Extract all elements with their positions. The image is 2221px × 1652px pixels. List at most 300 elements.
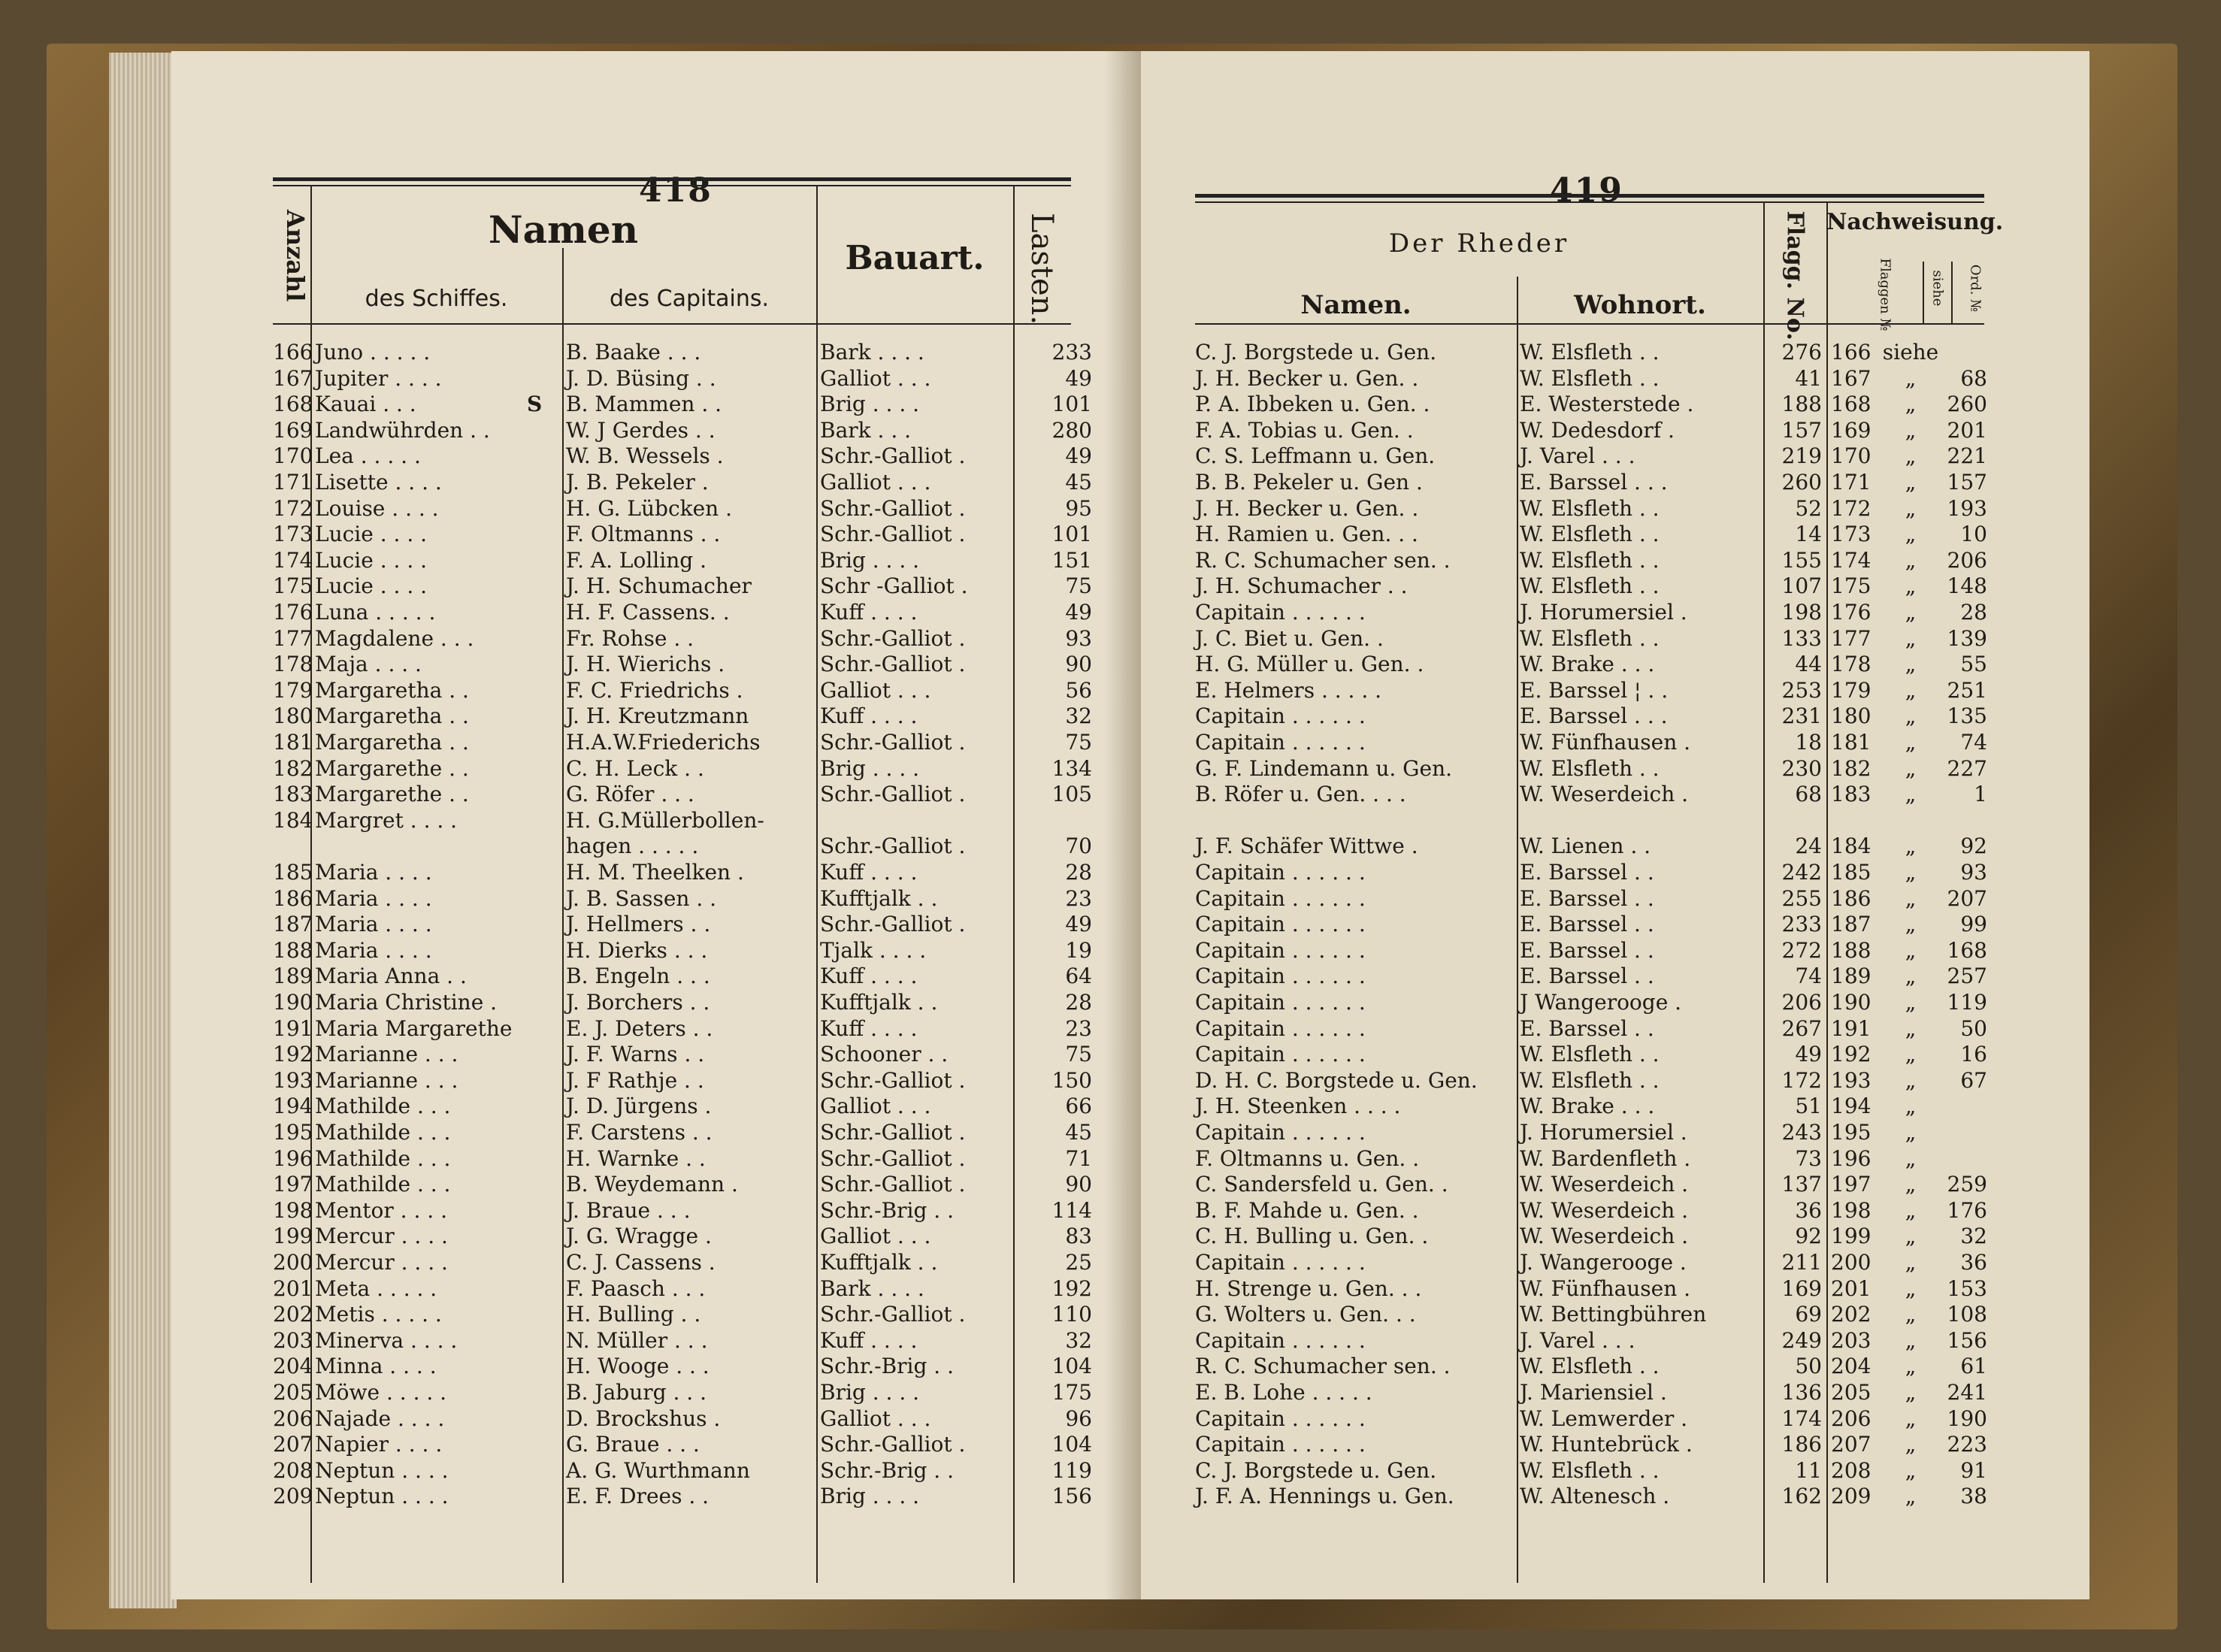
table-row [273, 1172, 1100, 1197]
index-number: 186 [1831, 885, 1872, 911]
table-row [273, 1458, 1100, 1484]
index-number: 191 [1831, 1015, 1872, 1041]
owner-name: Capitain . . . . . . [1195, 1250, 1366, 1275]
ord-number: 28 [1960, 600, 1987, 625]
siehe-mark: „ [1905, 1042, 1917, 1067]
index-number: 184 [1831, 834, 1872, 859]
owner-name: J. F. Schäfer Wittwe . [1195, 834, 1418, 859]
table-row [273, 1354, 1100, 1379]
flag-number: 219 [1781, 443, 1822, 469]
siehe-mark: „ [1905, 417, 1917, 443]
index-number: 166 [1831, 340, 1872, 365]
owner-name: B. F. Mahde u. Gen. . [1195, 1197, 1419, 1223]
flag-number: 73 [1795, 1145, 1822, 1171]
owner-residence: W. Elsfleth . . [1520, 755, 1660, 781]
index-number: 176 [1831, 600, 1872, 625]
ship-name: Neptun . . . . [315, 1484, 449, 1509]
row-number: 200 [273, 1250, 313, 1275]
flag-number: 211 [1781, 1250, 1822, 1275]
row-number: 183 [273, 782, 313, 807]
flag-number: 136 [1781, 1380, 1822, 1405]
siehe-mark: „ [1905, 1354, 1917, 1379]
owner-name: E. B. Lohe . . . . . [1195, 1380, 1372, 1405]
owner-residence: W. Weserdeich . [1520, 1172, 1689, 1197]
siehe-mark: „ [1905, 782, 1917, 807]
ord-number: 260 [1947, 392, 1987, 417]
lasten-value: 75 [1065, 1042, 1092, 1067]
siehe-mark: „ [1905, 964, 1917, 989]
owner-residence: E. Barssel ¦ . . [1520, 677, 1669, 703]
ord-number: 259 [1947, 1172, 1987, 1197]
owner-name: B. B. Pekeler u. Gen . [1195, 470, 1423, 495]
ship-name: Mathilde . . . [315, 1172, 451, 1197]
owner-residence: W. Altenesch . [1520, 1484, 1670, 1509]
row-number: 195 [273, 1120, 313, 1145]
table-row [273, 1094, 1100, 1119]
lasten-value: 156 [1051, 1484, 1092, 1509]
header-nachweisung: Nachweisung. [1826, 209, 2004, 235]
ship-type: Schr.-Galliot . [820, 652, 966, 677]
owner-name: R. C. Schumacher sen. . [1195, 547, 1451, 573]
owner-name: Capitain . . . . . . [1195, 1432, 1366, 1457]
ship-type: Schr.-Galliot . [820, 912, 966, 937]
row-number: 176 [273, 600, 313, 625]
header-lasten: Lasten. [1024, 213, 1059, 325]
flag-number: 49 [1795, 1042, 1822, 1067]
siehe-mark: „ [1905, 1275, 1917, 1301]
header-namen: Namen. [1300, 290, 1412, 320]
table-row [273, 756, 1100, 782]
index-number: 202 [1831, 1302, 1872, 1327]
index-number: 180 [1831, 703, 1872, 729]
siehe-mark: „ [1905, 470, 1917, 495]
ship-name: Marianne . . . [315, 1042, 458, 1067]
table-row [273, 548, 1100, 573]
table-row [1195, 600, 1992, 625]
owner-name: Capitain . . . . . . [1195, 990, 1366, 1015]
ship-name: Minna . . . . [315, 1354, 437, 1379]
ship-name: Meta . . . . . [315, 1275, 437, 1301]
owner-residence: W. Brake . . . [1520, 1094, 1655, 1119]
flag-number: 52 [1795, 495, 1822, 521]
siehe-mark: „ [1905, 1094, 1917, 1119]
ord-number: 93 [1960, 860, 1987, 885]
siehe-mark: „ [1905, 1405, 1917, 1431]
lasten-value: 104 [1051, 1354, 1092, 1379]
ship-type: Galliot . . . [820, 1405, 931, 1431]
ship-name: Minerva . . . . [315, 1327, 458, 1353]
captain-name: J. Hellmers . . [566, 912, 711, 937]
captain-name: G. Braue . . . [566, 1432, 700, 1457]
row-number: 190 [273, 990, 313, 1015]
index-number: 168 [1831, 392, 1872, 417]
siehe-mark: „ [1905, 834, 1917, 859]
lasten-value: 93 [1065, 625, 1092, 651]
captain-name: F. Oltmanns . . [566, 522, 721, 547]
ship-name: Juno . . . . . [315, 340, 431, 365]
ship-name: Kauai . . . [315, 392, 416, 417]
flag-number: 51 [1795, 1094, 1822, 1119]
index-number: 207 [1831, 1432, 1872, 1457]
ship-type: Schr.-Galliot . [820, 782, 966, 807]
ship-type: Brig . . . . [820, 547, 920, 573]
table-row [1195, 1458, 1992, 1484]
table-row [273, 1380, 1100, 1405]
captain-name: H. M. Theelken . [566, 860, 744, 885]
table-row [273, 470, 1100, 495]
lasten-value: 75 [1065, 573, 1092, 599]
ship-type: Kufftjalk . . [820, 1250, 938, 1275]
table-row [1195, 1120, 1992, 1145]
header-rheder: Der Rheder [1388, 228, 1570, 259]
siehe-mark: „ [1905, 1380, 1917, 1405]
index-number: 172 [1831, 495, 1872, 521]
flag-number: 41 [1795, 365, 1822, 391]
flag-number: 36 [1795, 1197, 1822, 1223]
lasten-value: 114 [1051, 1197, 1092, 1223]
row-number: 204 [273, 1354, 313, 1379]
captain-name: B. Baake . . . [566, 340, 701, 365]
owner-name: H. Ramien u. Gen. . . [1195, 522, 1418, 547]
captain-name: J. B. Sassen . . [566, 885, 717, 911]
ship-type: Schr.-Galliot . [820, 522, 966, 547]
siehe-mark: „ [1905, 885, 1917, 911]
lasten-value: 101 [1051, 522, 1092, 547]
table-row [1195, 886, 1992, 912]
header-namen: Namen [488, 207, 639, 252]
table-row [1195, 573, 1992, 599]
owner-residence: E. Barssel . . [1520, 964, 1654, 989]
captain-name: H. G.Müllerbollen- [566, 807, 764, 833]
owner-name: J. C. Biet u. Gen. . [1195, 625, 1384, 651]
ord-number: 157 [1947, 470, 1987, 495]
index-number: 189 [1831, 964, 1872, 989]
ship-name: Louise . . . . [315, 495, 439, 521]
row-number: 174 [273, 547, 313, 573]
captain-name: J. F. Warns . . [566, 1042, 705, 1067]
table-row [1195, 938, 1992, 964]
index-number: 188 [1831, 937, 1872, 963]
index-number: 183 [1831, 782, 1872, 807]
captain-name: N. Müller . . . [566, 1327, 708, 1353]
header-bottom-rule [273, 323, 1071, 325]
flag-number: 24 [1795, 834, 1822, 859]
lasten-value: 280 [1051, 417, 1092, 443]
index-number: 185 [1831, 860, 1872, 885]
lasten-value: 49 [1065, 600, 1092, 625]
ship-type: Galliot . . . [820, 365, 931, 391]
table-row [1195, 443, 1992, 469]
row-number: 182 [273, 755, 313, 781]
owner-residence: W. Fünfhausen . [1520, 730, 1691, 755]
row-number: 173 [273, 522, 313, 547]
table-row [1195, 964, 1992, 989]
row-number: 188 [273, 937, 313, 963]
row-number: 209 [273, 1484, 313, 1509]
table-row [1195, 1432, 1992, 1457]
ord-number: 32 [1960, 1224, 1987, 1249]
owner-name: H. G. Müller u. Gen. . [1195, 652, 1424, 677]
owner-residence: W. Elsfleth . . [1520, 340, 1660, 365]
owner-residence: W. Bettingbühren [1520, 1302, 1707, 1327]
ord-number: 251 [1947, 677, 1987, 703]
ord-number: 223 [1947, 1432, 1987, 1457]
lasten-value: 71 [1065, 1145, 1092, 1171]
owner-residence: E. Barssel . . [1520, 860, 1654, 885]
owner-residence: W. Elsfleth . . [1520, 1042, 1660, 1067]
lasten-value: 19 [1065, 937, 1092, 963]
ord-number: 91 [1960, 1457, 1987, 1483]
flag-number: 260 [1781, 470, 1822, 495]
lasten-value: 66 [1065, 1094, 1092, 1119]
ship-name: Maria . . . . [315, 937, 432, 963]
lasten-value: 90 [1065, 652, 1092, 677]
owner-name: C. J. Borgstede u. Gen. [1195, 340, 1437, 365]
owner-name: J. H. Steenken . . . . [1195, 1094, 1401, 1119]
ship-name: Landwührden . . [315, 417, 490, 443]
lasten-value: 151 [1051, 547, 1092, 573]
ord-number: 139 [1947, 625, 1987, 651]
ship-name: Margarethe . . [315, 755, 469, 781]
owner-residence: E. Barssel . . [1520, 1015, 1654, 1041]
owner-name: D. H. C. Borgstede u. Gen. [1195, 1067, 1478, 1093]
owner-name: C. H. Bulling u. Gen. . [1195, 1224, 1429, 1249]
owner-name: J. H. Schumacher . . [1195, 573, 1408, 599]
lasten-value: 49 [1065, 912, 1092, 937]
header-bottom-rule [1195, 323, 1984, 325]
siehe-mark: „ [1905, 703, 1917, 729]
captain-name: G. Röfer . . . [566, 782, 694, 807]
siehe-mark: „ [1905, 625, 1917, 651]
captain-name: H.A.W.Friederichs [566, 730, 761, 755]
table-row [273, 1068, 1100, 1094]
table-row [273, 886, 1100, 912]
owner-name: R. C. Schumacher sen. . [1195, 1354, 1451, 1379]
table-row [1195, 808, 1992, 834]
table-row [273, 1224, 1100, 1249]
lasten-value: 192 [1051, 1275, 1092, 1301]
header-top-rule [1195, 194, 1984, 198]
table-row [1195, 1224, 1992, 1249]
owner-residence: E. Barssel . . [1520, 885, 1654, 911]
captain-name: J. H. Schumacher [566, 573, 752, 599]
index-number: 177 [1831, 625, 1872, 651]
ship-mark: S [527, 392, 543, 417]
lasten-value: 104 [1051, 1432, 1092, 1457]
ship-name: Margaretha . . [315, 703, 469, 729]
owner-residence: W. Lemwerder . [1520, 1405, 1688, 1431]
owner-name: Capitain . . . . . . [1195, 937, 1366, 963]
flag-number: 276 [1781, 340, 1822, 365]
captain-name: B. Jaburg . . . [566, 1380, 707, 1405]
table-row [273, 522, 1100, 547]
ship-type: Schr.-Galliot . [820, 625, 966, 651]
lasten-value: 90 [1065, 1172, 1092, 1197]
header-schiff: des Schiffes. [365, 286, 508, 312]
ord-number: 50 [1960, 1015, 1987, 1041]
flag-number: 69 [1795, 1302, 1822, 1327]
index-number: 181 [1831, 730, 1872, 755]
ship-name: Mathilde . . . [315, 1120, 451, 1145]
owner-name: F. Oltmanns u. Gen. . [1195, 1145, 1420, 1171]
ord-number: 227 [1947, 755, 1987, 781]
flag-number: 18 [1795, 730, 1822, 755]
ship-name: Maria Anna . . [315, 964, 467, 989]
ship-type: Brig . . . . [820, 392, 920, 417]
owner-residence: W. Elsfleth . . [1520, 495, 1660, 521]
captain-name: H. Wooge . . . [566, 1354, 710, 1379]
index-number: 187 [1831, 912, 1872, 937]
header-anzahl: Anzahl [281, 210, 310, 302]
siehe-mark: „ [1905, 677, 1917, 703]
row-number: 201 [273, 1275, 313, 1301]
table-row [1195, 1302, 1992, 1327]
ship-table-body [273, 340, 1100, 1580]
owner-residence: J. Mariensiel . [1520, 1380, 1667, 1405]
row-number: 206 [273, 1405, 313, 1431]
table-row [273, 1432, 1100, 1457]
owner-name: H. Strenge u. Gen. . . [1195, 1275, 1422, 1301]
flag-number: 243 [1781, 1120, 1822, 1145]
table-row [273, 443, 1100, 469]
table-row [273, 573, 1100, 599]
siehe-mark: „ [1905, 652, 1917, 677]
ord-number: 36 [1960, 1250, 1987, 1275]
siehe-mark: „ [1905, 495, 1917, 521]
ship-type: Schr.-Galliot . [820, 1432, 966, 1457]
captain-name: A. G. Wurthmann [566, 1457, 750, 1483]
row-number: 172 [273, 495, 313, 521]
ord-number: 156 [1947, 1327, 1987, 1353]
ord-number: 148 [1947, 573, 1987, 599]
flag-number: 92 [1795, 1224, 1822, 1249]
owner-name: C. Sandersfeld u. Gen. . [1195, 1172, 1448, 1197]
table-row [273, 938, 1100, 964]
ship-name: Maria . . . . [315, 860, 432, 885]
table-row [273, 496, 1100, 522]
table-row [273, 860, 1100, 885]
index-number: 208 [1831, 1457, 1872, 1483]
index-number: 170 [1831, 443, 1872, 469]
captain-name: H. Bulling . . [566, 1302, 701, 1327]
ship-name: Metis . . . . . [315, 1302, 442, 1327]
row-number: 192 [273, 1042, 313, 1067]
ship-type: Schr.-Galliot . [820, 1145, 966, 1171]
table-row [273, 782, 1100, 807]
ship-type: Schr.-Galliot . [820, 1120, 966, 1145]
flag-number: 133 [1781, 625, 1822, 651]
table-row [273, 1198, 1100, 1224]
row-number: 189 [273, 964, 313, 989]
ord-number: 99 [1960, 912, 1987, 937]
owner-residence: W. Elsfleth . . [1520, 1067, 1660, 1093]
captain-name: B. Engeln . . . [566, 964, 710, 989]
row-number: 169 [273, 417, 313, 443]
row-number: 191 [273, 1015, 313, 1041]
ord-number: 190 [1947, 1405, 1987, 1431]
flag-number: 242 [1781, 860, 1822, 885]
page-number-418: 418 [639, 171, 713, 210]
table-row [1195, 1068, 1992, 1094]
index-number: 209 [1831, 1484, 1872, 1509]
index-number: 196 [1831, 1145, 1872, 1171]
owner-name: E. Helmers . . . . . [1195, 677, 1382, 703]
ord-number: 135 [1947, 703, 1987, 729]
captain-name: J. Braue . . . [566, 1197, 691, 1223]
row-number: 179 [273, 677, 313, 703]
owner-residence: W. Weserdeich . [1520, 782, 1689, 807]
lasten-value: 23 [1065, 885, 1092, 911]
table-row [1195, 1380, 1992, 1405]
table-row [273, 340, 1100, 365]
header-top-rule-thin [273, 185, 1071, 186]
table-row [1195, 990, 1992, 1015]
lasten-value: 28 [1065, 860, 1092, 885]
siehe-mark: „ [1905, 730, 1917, 755]
ship-type: Kuff . . . . [820, 964, 918, 989]
owner-name: Capitain . . . . . . [1195, 860, 1366, 885]
siehe-mark: „ [1905, 1120, 1917, 1145]
table-row [273, 1328, 1100, 1354]
ship-name: Möwe . . . . . [315, 1380, 447, 1405]
table-row [1195, 860, 1992, 885]
table-row [273, 678, 1100, 703]
table-row [1195, 912, 1992, 937]
flag-number: 198 [1781, 600, 1822, 625]
ship-name: Luna . . . . . [315, 600, 436, 625]
ship-type: Galliot . . . [820, 1224, 931, 1249]
flag-number: 68 [1795, 782, 1822, 807]
flag-number: 272 [1781, 937, 1822, 963]
siehe-mark: „ [1905, 392, 1917, 417]
owner-residence: W. Lienen . . [1520, 834, 1651, 859]
row-number: 166 [273, 340, 313, 365]
owner-name: Capitain . . . . . . [1195, 1015, 1366, 1041]
ship-type: Kuff . . . . [820, 1015, 918, 1041]
ship-name: Mathilde . . . [315, 1094, 451, 1119]
ship-name: Mercur . . . . [315, 1224, 448, 1249]
captain-name: H. Dierks . . . [566, 937, 708, 963]
ship-type: Schr.-Galliot . [820, 1067, 966, 1093]
ship-type: Kufftjalk . . [820, 990, 938, 1015]
owner-name: J. H. Becker u. Gen. . [1195, 495, 1419, 521]
ord-number: 207 [1947, 885, 1987, 911]
lasten-value: 110 [1051, 1302, 1092, 1327]
row-number: 203 [273, 1327, 313, 1353]
lasten-value: 23 [1065, 1015, 1092, 1041]
ship-type: Schr.-Brig . . [820, 1457, 955, 1483]
ship-name: Maria Christine . [315, 990, 498, 1015]
index-number: 200 [1831, 1250, 1872, 1275]
table-row [1195, 1172, 1992, 1197]
ship-type: Schr -Galliot . [820, 573, 968, 599]
header-capitain: des Capitains. [609, 286, 770, 312]
ord-number: 92 [1960, 834, 1987, 859]
ship-type: Schr.-Galliot . [820, 1172, 966, 1197]
captain-name: F. Carstens . . [566, 1120, 713, 1145]
siehe-mark: „ [1905, 755, 1917, 781]
owner-name: C. J. Borgstede u. Gen. [1195, 1457, 1437, 1483]
ord-number: 168 [1947, 937, 1987, 963]
table-row [1195, 756, 1992, 782]
rheder-table-body [1195, 340, 1992, 1580]
table-row [1195, 678, 1992, 703]
lasten-value: 32 [1065, 1327, 1092, 1353]
owner-name: Capitain . . . . . . [1195, 703, 1366, 729]
siehe-mark: „ [1905, 912, 1917, 937]
siehe-mark: „ [1905, 1224, 1917, 1249]
siehe-mark: „ [1905, 1145, 1917, 1171]
